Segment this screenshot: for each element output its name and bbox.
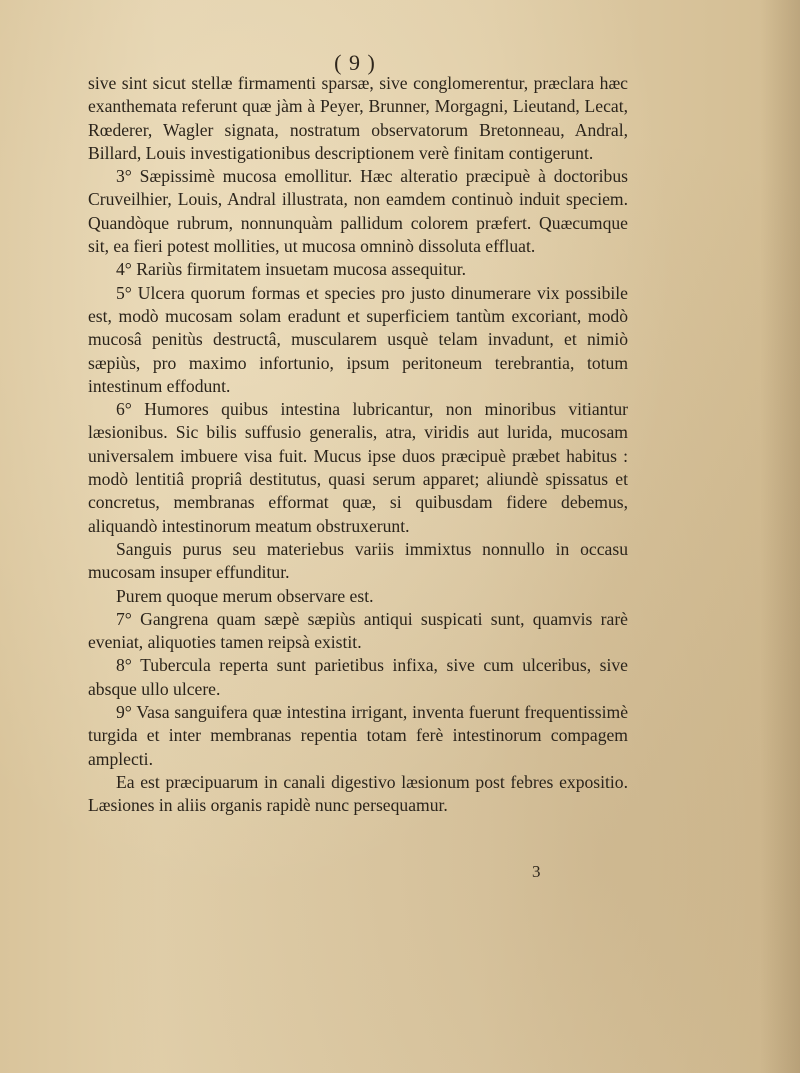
paragraph-8-tubercula: 8° Tubercula reperta sunt parietibus infixa, sive cum ulceribus, sive absque ullo ulcere. bbox=[88, 655, 628, 699]
paragraph-purem: Purem quoque merum observare est. bbox=[116, 585, 374, 606]
paragraph-expositio: Ea est præcipuarum in canali digestivo læsionum post febres expositio. Læsiones in aliis organis rapidè nunc persequamur. bbox=[88, 771, 628, 816]
signature-mark: 3 bbox=[532, 862, 541, 881]
paragraph-6-humores: 6° Humores quibus intestina lubricantur, non minoribus vitiantur læsionibus. Sic bilis suffusio generalis, atra, viridis aut lurida, mucosam universalem imbuere visa fuit. Mucus ipse duos præcipuè præbet habitus : modò lentitiâ propriâ destitutus, quasi serum apparet; aliundè spissatus et concretus, membranas efformat quæ, si quibusdam fidere debemus, aliquandò intestinorum meatum obstruxerunt. bbox=[88, 399, 628, 536]
body-text bbox=[88, 72, 628, 818]
paragraph-sanguis: Sanguis purus seu materiebus variis immixtus nonnullo in occasu mucosam insuper effunditur. bbox=[88, 538, 628, 583]
page-edge-shadow bbox=[760, 0, 800, 1073]
paragraph-5-ulcera: 5° Ulcera quorum formas et species pro justo dinumerare vix possibile est, modò mucosam solam eradunt et superficiem tantùm excoriant, modò mucosâ penitùs destructâ, muscularem usquè telam invadunt, et nimiò sæpiùs, pro maximo infortunio, ipsum peritoneum terebrantia, totum intestinum effodunt. bbox=[88, 282, 628, 396]
paragraph-exanthemata: sive sint sicut stellæ firmamenti sparsæ, sive conglomerentur, præclara hæc exanthemata referunt quæ jàm à Peyer, Brunner, Morgagni, Lieutand, Lecat, Rœderer, Wagler signata, nostratum observatorum Bretonneau, Andral, Billard, Louis investigationibus descriptionem verè finitam contigerunt. bbox=[88, 73, 628, 163]
paragraph-7-gangrena: 7° Gangrena quam sæpè sæpiùs antiqui suspicati sunt, quamvis rarè eveniat, aliquoties tamen reipsà existit. bbox=[88, 608, 628, 653]
paragraph-3-emollitur: 3° Sæpissimè mucosa emollitur. Hæc alteratio præcipuè à doctoribus Cruveilhier, Louis, Andral illustrata, non eamdem continuò induit speciem. Quandòque rubrum, nonnunquàm pallidum colorem præfert. Quæcumque sit, ea fieri potest mollities, ut mucosa omninò dissoluta effluat. bbox=[88, 166, 628, 257]
page-number: ( 9 ) bbox=[334, 50, 376, 75]
paragraph-4-firmitatem: 4° Rariùs firmitatem insuetam mucosa assequitur. bbox=[116, 259, 467, 280]
paragraph-9-vasa: 9° Vasa sanguifera quæ intestina irrigant, inventa fuerunt frequentissimè turgida et inter membranas repentia totam ferè intestinorum compagem amplecti. bbox=[88, 702, 628, 769]
